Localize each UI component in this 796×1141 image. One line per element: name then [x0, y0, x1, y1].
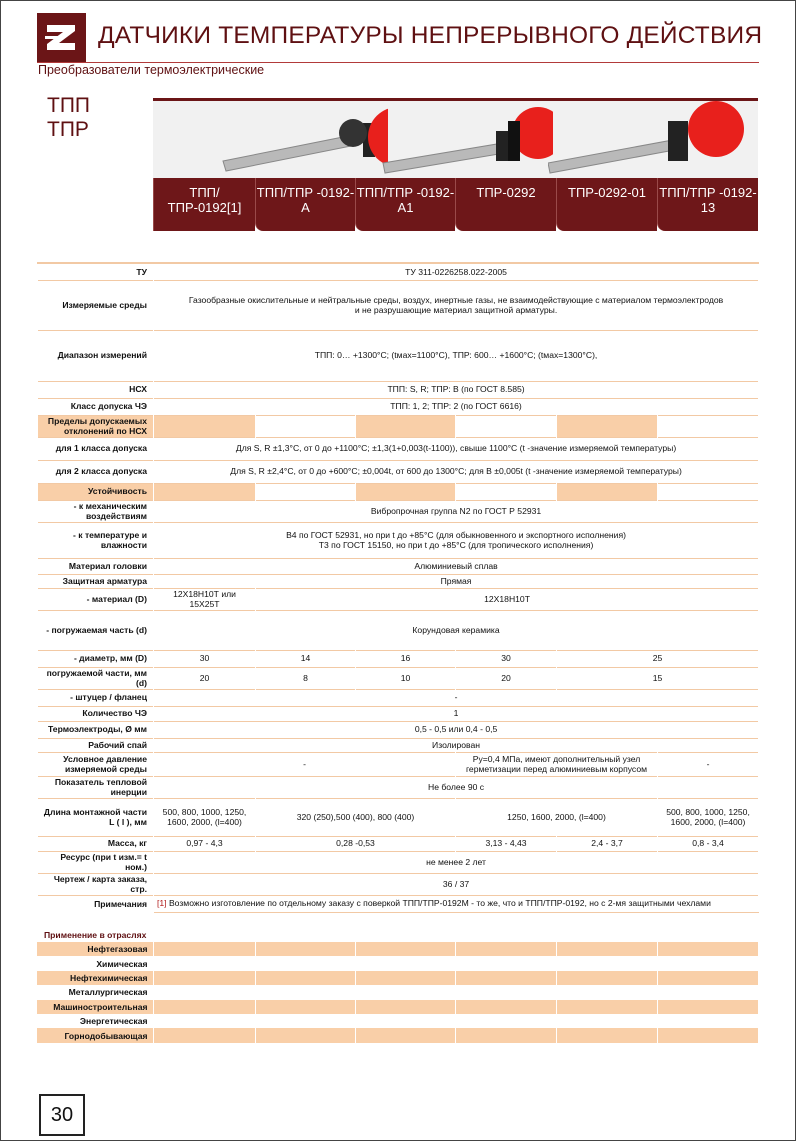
- cell: [455, 1014, 556, 1028]
- industry-row: [37, 971, 758, 985]
- industry-row: [37, 1000, 758, 1014]
- cell: [255, 1028, 355, 1042]
- table-row: [38, 836, 759, 851]
- table-row: [38, 415, 759, 437]
- row-value: Для S, R ±2,4°С, от 0 до +600°С; ±0,004t, от 600 до 1300°С; для B ±0,005t (t -значение измеряемой температуры): [154, 460, 759, 483]
- table-row: [38, 522, 759, 558]
- cell: [556, 942, 657, 956]
- note-text: Возможно изготовление по отдельному заказу с поверкой ТПП/ТПР-0192М - то же, что и ТПП/ТПР-0192, но с 2-мя защитными чехлами: [168, 898, 711, 909]
- row-label: Рабочий спай: [38, 738, 154, 752]
- cell: [556, 985, 657, 999]
- cell: [153, 985, 255, 999]
- cell: [456, 483, 557, 500]
- industry-row: [37, 1028, 758, 1042]
- row-value: не менее 2 лет: [154, 851, 759, 873]
- cell: [255, 942, 355, 956]
- row-value: Корундовая керамика: [154, 610, 759, 650]
- industry-row: [37, 942, 758, 956]
- row-label: Ресурс (при t изм.= t ном.): [38, 851, 154, 873]
- tab-model-0192-a: ТПП/ТПР -0192-А: [255, 178, 355, 231]
- row-label: Примечания: [38, 895, 154, 912]
- row-label: Термоэлектроды, Ø мм: [38, 721, 154, 738]
- table-row: [38, 738, 759, 752]
- row-value: Не более 90 с: [154, 776, 759, 798]
- row-label: для 1 класса допуска: [38, 437, 154, 460]
- page-number: 30: [39, 1094, 85, 1136]
- table-row: [38, 483, 759, 500]
- cell: [657, 942, 758, 956]
- cell: [255, 956, 355, 970]
- cell: 3,13 - 4,43: [456, 836, 557, 851]
- cell: 20: [154, 667, 256, 689]
- cell: [657, 971, 758, 985]
- tab-model-0192-a1: ТПП/ТПР -0192-А1: [355, 178, 455, 231]
- tab-model-0292-01: ТПР-0292-01: [556, 178, 657, 231]
- cell: [355, 971, 455, 985]
- table-row: [38, 398, 759, 415]
- row-label: Показатель тепловой инерции: [38, 776, 154, 798]
- industry-label: Металлургическая: [37, 985, 153, 999]
- table-row: [38, 588, 759, 610]
- row-value: ТУ 311-0226258.022-2005: [154, 263, 759, 280]
- row-label: - диаметр, мм (D): [38, 650, 154, 667]
- row-value: 12Х18Н10Т: [256, 588, 759, 610]
- cell: [154, 483, 256, 500]
- row-label: Измеряемые среды: [38, 280, 154, 330]
- industry-row: [37, 985, 758, 999]
- cell: [658, 483, 759, 500]
- row-value: [154, 522, 759, 558]
- table-row: [38, 776, 759, 798]
- sensor-image-1: [213, 101, 388, 181]
- row-label: погружаемой части, мм (d): [38, 667, 154, 689]
- cell: [556, 956, 657, 970]
- industry-label: Горнодобывающая: [37, 1028, 153, 1042]
- table-row: [38, 851, 759, 873]
- row-value: [154, 895, 759, 912]
- table-row: [38, 706, 759, 721]
- tab-model-0192-13: ТПП/ТПР -0192-13: [657, 178, 758, 231]
- row-label: - материал (D): [38, 588, 154, 610]
- cell: [556, 1014, 657, 1028]
- cell: [355, 942, 455, 956]
- row-label: Пределы допускаемых отклонений по НСХ: [38, 415, 154, 437]
- industry-row: [37, 956, 758, 970]
- row-value: Вибропрочная группа N2 по ГОСТ Р 52931: [154, 500, 759, 522]
- cell: 14: [256, 650, 356, 667]
- cell: [556, 1000, 657, 1014]
- row-label: Устойчивость: [38, 483, 154, 500]
- row-label: ТУ: [38, 263, 154, 280]
- cell: [456, 415, 557, 437]
- cell: 500, 800, 1000, 1250, 1600, 2000, (l=400): [658, 798, 759, 836]
- industry-table: [37, 942, 759, 1043]
- cell: [455, 1000, 556, 1014]
- application-title: Применение в отраслях: [44, 930, 147, 940]
- cell: [355, 956, 455, 970]
- industry-label: Химическая: [37, 956, 153, 970]
- cell: [255, 985, 355, 999]
- row-value: Изолирован: [154, 738, 759, 752]
- product-photos: [153, 98, 758, 181]
- table-row: [38, 873, 759, 895]
- industry-label: Нефтехимическая: [37, 971, 153, 985]
- table-row: [38, 721, 759, 738]
- cell: 15: [557, 667, 759, 689]
- cell: [154, 415, 256, 437]
- cell: [455, 956, 556, 970]
- row-value: 36 / 37: [154, 873, 759, 895]
- cell: [658, 415, 759, 437]
- cell: [356, 415, 456, 437]
- row-value: -: [154, 689, 759, 706]
- cell: [255, 971, 355, 985]
- cell: 0,97 - 4,3: [154, 836, 256, 851]
- row-value: 1: [154, 706, 759, 721]
- cell: [455, 1028, 556, 1042]
- sensor-image-3: [548, 101, 753, 181]
- industry-label: Нефтегазовая: [37, 942, 153, 956]
- table-row: [38, 610, 759, 650]
- row-label: Защитная арматура: [38, 574, 154, 588]
- row-label: - погружаемая часть (d): [38, 610, 154, 650]
- row-label: Количество ЧЭ: [38, 706, 154, 721]
- tab-model-0292: ТПР-0292: [455, 178, 556, 231]
- row-label: Условное давление измеряемой среды: [38, 752, 154, 776]
- cell: [153, 942, 255, 956]
- sensor-image-2: [378, 101, 553, 181]
- cell: [153, 971, 255, 985]
- cell: [657, 1028, 758, 1042]
- cell: [455, 942, 556, 956]
- series-line-2: ТПР: [47, 118, 89, 141]
- cell: [153, 1014, 255, 1028]
- company-logo: [37, 13, 86, 62]
- row-value: ТПП: 1, 2; ТПР: 2 (по ГОСТ 6616): [154, 398, 759, 415]
- table-row: [38, 689, 759, 706]
- industry-label: Энергетическая: [37, 1014, 153, 1028]
- cell: 320 (250),500 (400), 800 (400): [256, 798, 456, 836]
- cell: [657, 1014, 758, 1028]
- row-label: Чертеж / карта заказа, стр.: [38, 873, 154, 895]
- cell: [153, 1028, 255, 1042]
- series-label: [47, 94, 90, 142]
- row-value: [154, 280, 759, 330]
- table-row: [38, 263, 759, 280]
- row-value: 0,5 - 0,5 или 0,4 - 0,5: [154, 721, 759, 738]
- cell: [153, 956, 255, 970]
- page-title: ДАТЧИКИ ТЕМПЕРАТУРЫ НЕПРЕРЫВНОГО ДЕЙСТВИЯ: [98, 22, 763, 49]
- row-value: Алюминиевый сплав: [154, 558, 759, 574]
- cell: 500, 800, 1000, 1250, 1600, 2000, (l=400): [154, 798, 256, 836]
- row-label: - к механическим воздействиям: [38, 500, 154, 522]
- cell: 10: [356, 667, 456, 689]
- row-value: Прямая: [154, 574, 759, 588]
- cell: 25: [557, 650, 759, 667]
- row-label: Длина монтажной части L ( l ), мм: [38, 798, 154, 836]
- row-value: -: [154, 752, 456, 776]
- cell: [355, 985, 455, 999]
- row-value: Для S, R ±1,3°С, от 0 до +1100°С; ±1,3(1+0,003(t-1100)), свыше 1100°С (t -значение измеряемой температуры): [154, 437, 759, 460]
- cell: 2,4 - 3,7: [557, 836, 658, 851]
- row-value: ТПП: 0… +1300°С; (tмах=1100°С), ТПР: 600… +1600°С; (tмах=1300°С),: [154, 330, 759, 381]
- cell: [556, 971, 657, 985]
- temp-line-1: В4 по ГОСТ 52931, но при t до +85°С (для обыкновенного и экспортного исполнения): [286, 529, 626, 540]
- cell: 1250, 1600, 2000, (l=400): [456, 798, 658, 836]
- table-row: [38, 798, 759, 836]
- cell: [355, 1014, 455, 1028]
- row-label: - к температуре и влажности: [38, 522, 154, 558]
- row-value: ТПП: S, R; ТПР: B (по ГОСТ 8.585): [154, 381, 759, 398]
- note-ref: [1]: [157, 898, 167, 909]
- row-label: для 2 класса допуска: [38, 460, 154, 483]
- temp-line-2: Т3 по ГОСТ 15150, но при t до +85°С (для тропического исполнения): [318, 540, 594, 550]
- table-row: [38, 895, 759, 912]
- cell: 16: [356, 650, 456, 667]
- table-row: [38, 667, 759, 689]
- industry-label: Машиностроительная: [37, 1000, 153, 1014]
- row-label: - штуцер / фланец: [38, 689, 154, 706]
- cell: [657, 1000, 758, 1014]
- cell: [556, 1028, 657, 1042]
- cell: [256, 415, 356, 437]
- model-tabs: [153, 178, 758, 231]
- table-row: [38, 500, 759, 522]
- row-label: Материал головки: [38, 558, 154, 574]
- cell: [355, 1028, 455, 1042]
- table-row: [38, 280, 759, 330]
- cell: 20: [456, 667, 557, 689]
- row-label: Класс допуска ЧЭ: [38, 398, 154, 415]
- row-value: Ру=0,4 МПа, имеют дополнительный узел герметизации перед алюминиевым корпусом: [456, 752, 658, 776]
- cell: 30: [456, 650, 557, 667]
- table-row: [38, 437, 759, 460]
- cell: [255, 1014, 355, 1028]
- row-label: Масса, кг: [38, 836, 154, 851]
- cell: [153, 1000, 255, 1014]
- cell: [356, 483, 456, 500]
- table-row: [38, 460, 759, 483]
- cell: [255, 1000, 355, 1014]
- row-value: 12Х18Н10Т или 15Х25Т: [154, 588, 256, 610]
- industry-row: [37, 1014, 758, 1028]
- cell: 0,28 -0,53: [256, 836, 456, 851]
- cell: [256, 483, 356, 500]
- cell: [355, 1000, 455, 1014]
- table-row: [38, 381, 759, 398]
- cell: [557, 415, 658, 437]
- row-value: -: [658, 752, 759, 776]
- table-row: [38, 558, 759, 574]
- cell: 8: [256, 667, 356, 689]
- table-row: [38, 752, 759, 776]
- row-label: Диапазон измерений: [38, 330, 154, 381]
- media-line-1: Газообразные окислительные и нейтральные среды, воздух, инертные газы, не взаимодействующие с материалом термоэлектродов: [188, 294, 724, 305]
- cell: [455, 971, 556, 985]
- table-row: [38, 574, 759, 588]
- spec-table: [37, 262, 759, 913]
- media-line-2: и не разрушающие материал защитной арматуры.: [354, 305, 558, 315]
- cell: [557, 483, 658, 500]
- cell: 0,8 - 3,4: [658, 836, 759, 851]
- table-row: [38, 330, 759, 381]
- series-line-1: ТПП: [47, 94, 91, 117]
- cell: [657, 956, 758, 970]
- table-row: [38, 650, 759, 667]
- tab-model-0192: ТПП/ТПР-0192[1]: [153, 178, 255, 231]
- page-subtitle: Преобразователи термоэлектрические: [38, 63, 265, 77]
- row-label: НСХ: [38, 381, 154, 398]
- cell: [657, 985, 758, 999]
- cell: 30: [154, 650, 256, 667]
- cell: [455, 985, 556, 999]
